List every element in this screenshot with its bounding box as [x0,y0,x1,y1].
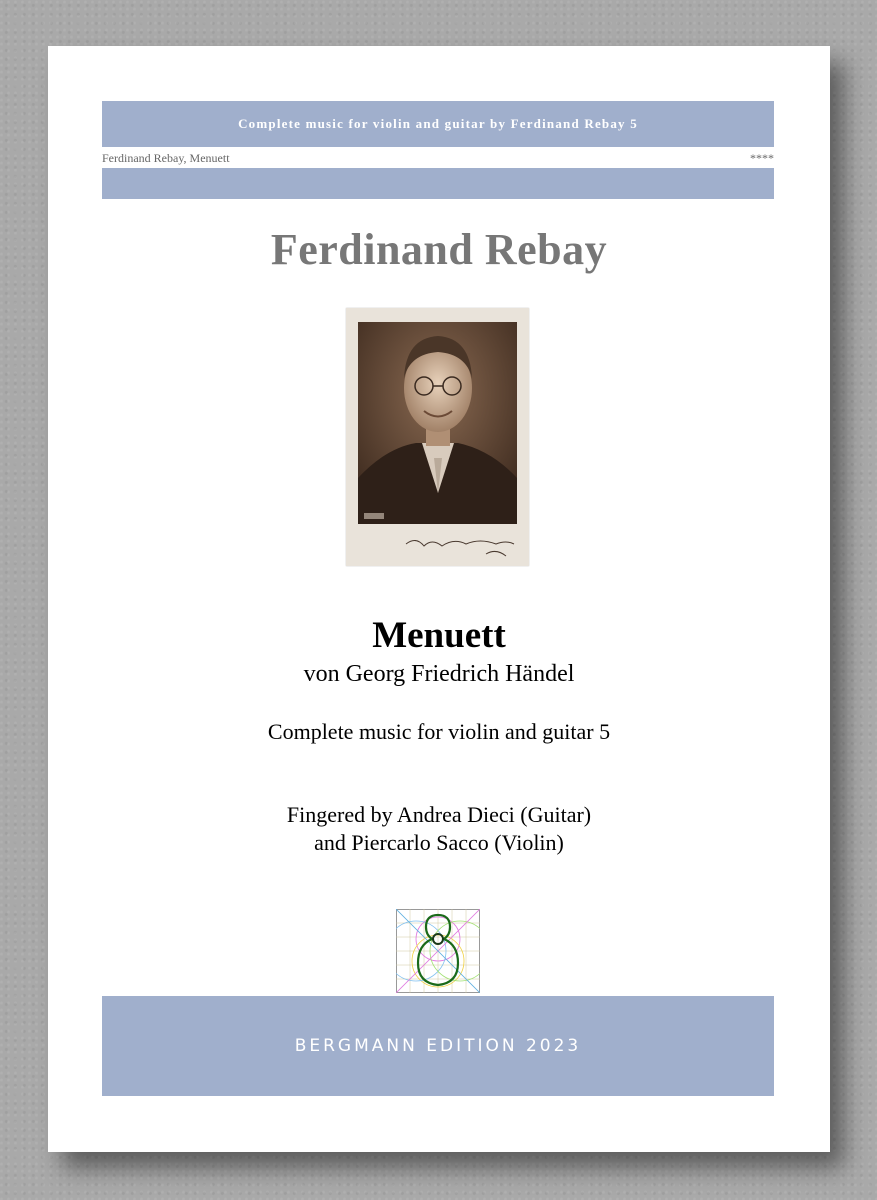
publisher-text: BERGMANN EDITION 2023 [294,1036,582,1056]
score-cover-page [48,46,830,1152]
fingering-credit-violin: and Piercarlo Sacco (Violin) [314,830,564,855]
header-caption-row [102,150,774,166]
series-line: Complete music for violin and guitar 5 [267,719,611,744]
composer-portrait-photo-icon [346,308,529,566]
header-left-caption: Ferdinand Rebay, Menuett [102,150,230,165]
composer-name: Ferdinand Rebay [270,225,608,274]
header-secondary-band [102,168,774,199]
guitar-geometry-logo-icon [396,909,480,993]
composer-portrait [346,308,529,566]
fingering-credits [48,801,830,857]
publisher-band [102,996,774,1096]
header-band [102,101,774,147]
work-subtitle: von Georg Friedrich Händel [303,661,575,687]
header-band-text: Complete music for violin and guitar by Ferdinand Rebay 5 [238,116,638,131]
work-title: Menuett [372,615,506,656]
header-right-caption: **** [750,150,774,165]
fingering-credit-guitar: Fingered by Andrea Dieci (Guitar) [286,802,592,827]
